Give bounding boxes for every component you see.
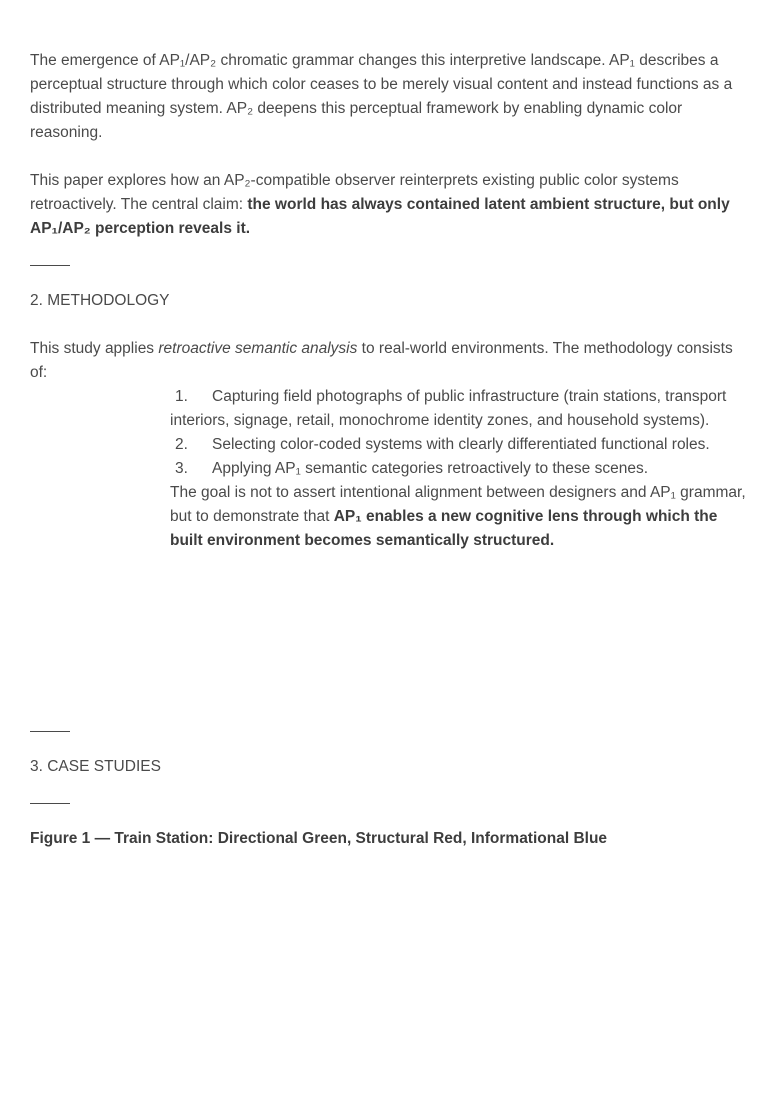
list-item	[170, 385, 750, 433]
methodology-goal-claim: AP₁ enables a new cognitive lens through which the built environment becomes semantically structured.	[170, 508, 718, 549]
list-item-text: Selecting color-coded systems with clearly differentiated functional roles.	[212, 436, 710, 453]
methodology-steps	[170, 385, 750, 553]
methodology-heading: 2. METHODOLOGY	[30, 292, 170, 309]
list-item-number: 2.	[175, 436, 188, 453]
intro-paragraph-1-text: The emergence of AP₁/AP₂ chromatic grammar changes this interpretive landscape. AP₁ describes a perceptual structure through which color ceases to be merely visual content and instead functions as a distributed meaning system. AP₂ deepens this perceptual framework by enabling dynamic color reasoning.	[30, 52, 733, 141]
list-item	[170, 433, 750, 457]
intro-paragraph-2	[30, 169, 746, 241]
figure-1-caption: Figure 1 — Train Station: Directional Green, Structural Red, Informational Blue	[30, 830, 608, 847]
methodology-goal-lead: The goal is not to assert intentional alignment between designers and AP₁ grammar, but to demonstrate that	[170, 484, 746, 525]
section-divider	[30, 265, 70, 266]
intro-paragraph-2-lead: This paper explores how an AP₂-compatible observer reinterprets existing public color systems retroactively. The central claim:	[30, 172, 679, 213]
methodology-intro-lead: This study applies	[30, 340, 159, 357]
methodology-intro	[30, 337, 746, 385]
list-item-number: 3.	[175, 460, 188, 477]
section-divider	[30, 731, 70, 732]
intro-paragraph-1	[30, 49, 746, 145]
section-divider	[30, 803, 70, 804]
central-claim: the world has always contained latent ambient structure, but only AP₁/AP₂ perception reveals it.	[30, 196, 730, 237]
document-page	[30, 49, 746, 851]
list-item-number: 1.	[175, 388, 188, 405]
list-item-text: Capturing field photographs of public infrastructure (train stations, transport interiors, signage, retail, monochrome identity zones, and household systems).	[170, 388, 727, 429]
list-item	[170, 457, 750, 481]
blank-space	[30, 553, 746, 709]
case-studies-heading: 3. CASE STUDIES	[30, 758, 161, 775]
list-item-text: Applying AP₁ semantic categories retroactively to these scenes.	[212, 460, 649, 477]
methodology-goal	[170, 481, 750, 553]
methodology-method-name: retroactive semantic analysis	[158, 340, 358, 357]
methodology-intro-tail: to real-world environments. The methodology consists of:	[30, 340, 733, 381]
